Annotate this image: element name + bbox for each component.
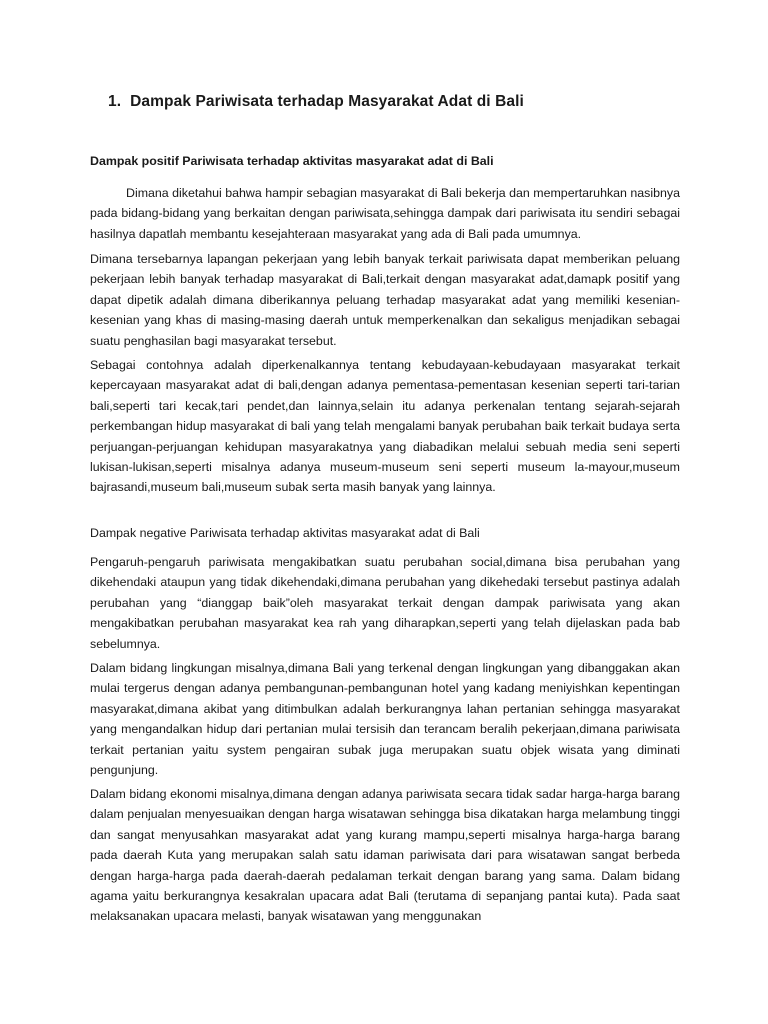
negative-paragraph-3: Dalam bidang ekonomi misalnya,dimana dengan adanya pariwisata secara tidak sadar harga-harga barang dalam penjualan menyesuaikan dengan harga wisatawan sehingga bisa dikatakan harga melambung tinggi dan sangat menyusahkan masyarakat adat yang kurang mampu,seperti misalnya harga-harga barang pada daerah Kuta yang merupakan salah satu idaman pariwisata dari para wisatawan sangat berbeda dengan harga-harga pada daerah-daerah pedalaman terkait dengan barang yang sama. Dalam bidang agama yaitu berkurangnya kesakralan upacara adat Bali (terutama di sepanjang pantai kuta). Pada saat melaksanakan upacara melasti, banyak wisatawan yang menggunakan	[90, 787, 680, 924]
heading-title: Dampak Pariwisata terhadap Masyarakat Adat di Bali	[130, 93, 524, 110]
positive-paragraph-2: Dimana tersebarnya lapangan pekerjaan yang lebih banyak terkait pariwisata dapat memberikan peluang pekerjaan lebih banyak terhadap masyarakat di Bali,terkait dengan masyarakat adat,damapk positif yang dapat dipetik adalah dimana diberikannya peluang terhadap masyarakat adat yang memiliki kesenian-kesenian yang khas di masing-masing daerah untuk memperkenalkan dan sekaligus menjadikan sebagai suatu penghasilan bagi masyarakat tersebut.	[90, 252, 680, 348]
negative-paragraph-2: Dalam bidang lingkungan misalnya,dimana Bali yang terkenal dengan lingkungan yang dibanggakan akan mulai tergerus dengan adanya pembangunan-pembangunan hotel yang kadang meniyishkan kepentingan masyarakat,dimana akibat yang ditimbulkan adalah berkurangnya lahan pertanian sehingga masyarakat yang mengandalkan hidup dari pertanian mulai tersisih dan terancam beralih pekerjaan,dimana pariwisata terkait pertanian yaitu system pengairan subak juga merupakan suatu objek wisata yang diminati pengunjung.	[90, 661, 680, 778]
positive-paragraph-1: Dimana diketahui bahwa hampir sebagian masyarakat di Bali bekerja dan mempertaruhkan nasibnya pada bidang-bidang yang berkaitan dengan pariwisata,sehingga dampak dari pariwisata itu sendiri sebagai hasilnya dapatlah membantu kesejahteraan masyarakat yang ada di Bali pada umumnya.	[90, 186, 680, 241]
positive-paragraph-3: Sebagai contohnya adalah diperkenalkannya tentang kebudayaan-kebudayaan masyarakat terkait kepercayaan masyarakat adat di bali,dengan adanya pementasa-pementasan kesenian seperti tari-tarian bali,seperti tari kecak,tari pendet,dan lainnya,selain itu adanya perkenalan tentang sejarah-sejarah perkembangan hidup masyarakat di bali yang telah mengalami banyak perubahan baik terkait budaya serta perjuangan-perjuangan kehidupan masyarakatnya yang diabadikan melalui sebuah media seni seperti lukisan-lukisan,seperti misalnya adanya museum-museum seni seperti museum la-mayour,museum bajrasandi,museum bali,museum subak serta masih banyak yang lainnya.	[90, 358, 680, 495]
negative-impact-subheading: Dampak negative Pariwisata terhadap aktivitas masyarakat adat di Bali	[90, 526, 480, 540]
positive-impact-subheading: Dampak positif Pariwisata terhadap aktivitas masyarakat adat di Bali	[90, 154, 494, 168]
heading-number: 1.	[108, 93, 122, 110]
section-heading	[108, 93, 524, 111]
negative-paragraph-1: Pengaruh-pengaruh pariwisata mengakibatkan suatu perubahan social,dimana bisa perubahan yang dikehendaki ataupun yang tidak dikehendaki,dimana perubahan yang dikehedaki tersebut pastinya adalah perubahan yang “dianggap baik”oleh masyarakat terkait dengan dampak pariwisata yang akan mengakibatkan perubahan masyarakat kea rah yang diharapkan,seperti yang telah dijelaskan pada bab sebelumnya.	[90, 555, 680, 651]
